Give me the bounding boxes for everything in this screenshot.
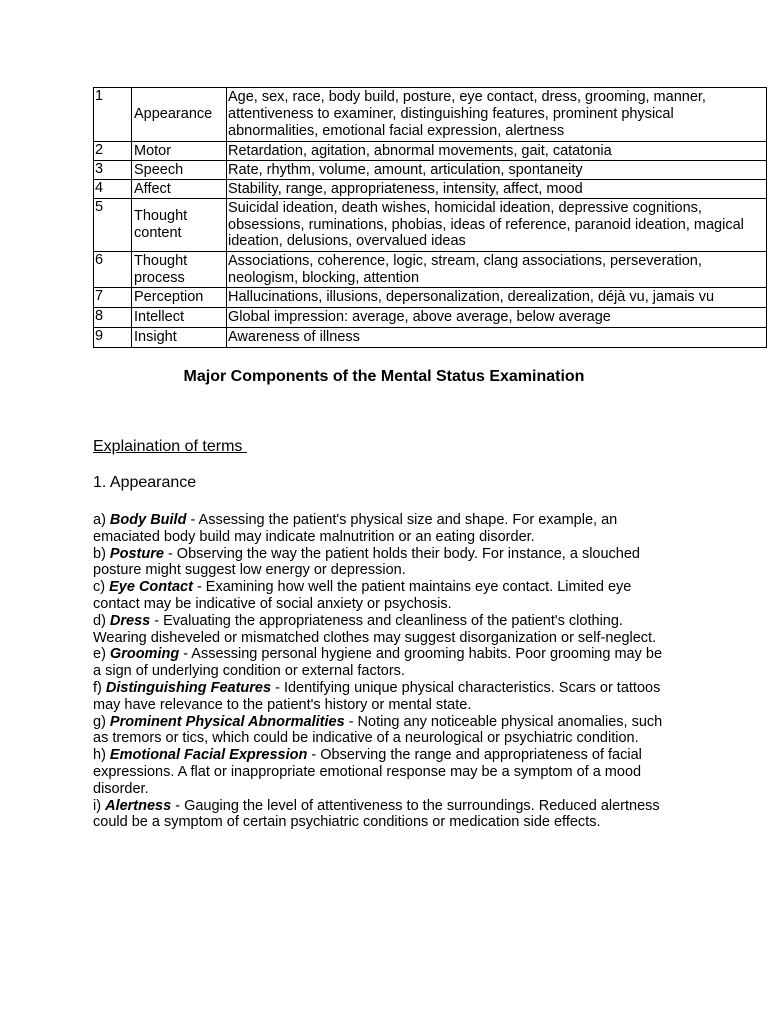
- component-details: Stability, range, appropriateness, intensity, affect, mood: [227, 180, 767, 199]
- component-details: Hallucinations, illusions, depersonalization, derealization, déjà vu, jamais vu: [227, 288, 767, 308]
- component-name: Insight: [132, 328, 227, 348]
- term-description: - Assessing personal hygiene and grooming habits. Poor grooming may be a sign of underlying condition or external factors.: [93, 646, 663, 680]
- term-prefix: g): [93, 713, 110, 730]
- row-number: 2: [94, 142, 132, 161]
- term-prefix: e): [93, 646, 110, 663]
- component-name: Appearance: [132, 88, 227, 142]
- table-row: [94, 199, 767, 252]
- component-details: Associations, coherence, logic, stream, clang associations, perseveration, neologism, blocking, attention: [227, 252, 767, 288]
- row-number: 8: [94, 308, 132, 328]
- term-entry: [93, 512, 673, 546]
- table-row: [94, 161, 767, 180]
- table-row: [94, 308, 767, 328]
- term-prefix: i): [93, 797, 106, 814]
- term-entry: [93, 646, 673, 680]
- row-number: 9: [94, 328, 132, 348]
- row-number: 6: [94, 252, 132, 288]
- term-prefix: c): [93, 579, 110, 596]
- section-heading: 1. Appearance: [93, 474, 197, 491]
- term-description: - Observing the way the patient holds their body. For instance, a slouched posture might suggest low energy or depression.: [93, 545, 641, 579]
- table-caption: Major Components of the Mental Status Examination: [183, 368, 585, 385]
- component-details: Awareness of illness: [227, 328, 767, 348]
- term-entry: [93, 546, 673, 580]
- term-prefix: d): [93, 612, 110, 629]
- component-name: Motor: [132, 142, 227, 161]
- component-details: Global impression: average, above average, below average: [227, 308, 767, 328]
- component-details: Retardation, agitation, abnormal movements, gait, catatonia: [227, 142, 767, 161]
- term-prefix: f): [93, 679, 106, 696]
- table-row: [94, 288, 767, 308]
- component-name: Affect: [132, 180, 227, 199]
- component-details: Age, sex, race, body build, posture, eye contact, dress, grooming, manner, attentiveness to examiner, distinguishing features, prominent physical abnormalities, emotional facial expression, alertness: [227, 88, 767, 142]
- term-entry: [93, 798, 673, 832]
- table-row: [94, 180, 767, 199]
- term-description: - Examining how well the patient maintains eye contact. Limited eye contact may be indicative of social anxiety or psychosis.: [93, 579, 632, 612]
- row-number: 3: [94, 161, 132, 180]
- mse-components-table: [93, 87, 767, 348]
- table-row: [94, 328, 767, 348]
- row-number: 7: [94, 288, 132, 308]
- term-name: Body Build: [109, 512, 187, 528]
- component-name: Speech: [132, 161, 227, 180]
- term-name: Alertness: [105, 797, 172, 814]
- row-number: 5: [94, 199, 132, 252]
- term-prefix: h): [93, 747, 110, 764]
- term-description: - Gauging the level of attentiveness to the surroundings. Reduced alertness could be a symptom of certain psychiatric conditions or medication side effects.: [93, 797, 660, 831]
- term-name: Posture: [109, 545, 164, 562]
- component-name: Thought process: [132, 252, 227, 288]
- table-row: [94, 252, 767, 288]
- term-entry: [93, 680, 673, 714]
- term-entry: [93, 613, 673, 647]
- table-row: [94, 88, 767, 142]
- term-description: - Assessing the patient's physical size and shape. For example, an emaciated body build may indicate malnutrition or an eating disorder.: [93, 512, 618, 545]
- table-row: [94, 142, 767, 161]
- term-name: Prominent Physical Abnormalities: [109, 713, 345, 730]
- term-description: - Evaluating the appropriateness and cleanliness of the patient's clothing. Wearing disheveled or mismatched clothes may suggest disorganization or self-neglect.: [93, 612, 657, 646]
- row-number: 1: [94, 88, 132, 142]
- term-description: - Noting any noticeable physical anomalies, such as tremors or tics, which could be indicative of a neurological or psychiatric condition.: [93, 713, 663, 747]
- terms-list: [93, 512, 673, 831]
- term-entry: [93, 747, 673, 797]
- explanation-heading: Explaination of terms: [93, 438, 247, 455]
- component-name: Thought content: [132, 199, 227, 252]
- term-name: Grooming: [109, 646, 180, 663]
- term-name: Distinguishing Features: [105, 679, 272, 696]
- component-details: Suicidal ideation, death wishes, homicidal ideation, depressive cognitions, obsessions, ruminations, phobias, ideas of reference, paranoid ideation, magical ideation, delusions, overvalued ideas: [227, 199, 767, 252]
- term-name: Dress: [109, 612, 151, 629]
- term-description: - Identifying unique physical characteristics. Scars or tattoos may have relevance to the patient's history or mental state.: [93, 679, 661, 713]
- term-prefix: a): [93, 512, 110, 528]
- term-entry: [93, 714, 673, 748]
- term-entry: [93, 579, 673, 613]
- term-prefix: b): [93, 545, 110, 562]
- term-name: Eye Contact: [109, 579, 193, 596]
- component-name: Perception: [132, 288, 227, 308]
- term-description: - Observing the range and appropriateness of facial expressions. A flat or inappropriate emotional response may be a symptom of a mood disorder.: [93, 747, 642, 797]
- component-details: Rate, rhythm, volume, amount, articulation, spontaneity: [227, 161, 767, 180]
- component-name: Intellect: [132, 308, 227, 328]
- term-name: Emotional Facial Expression: [109, 747, 308, 764]
- row-number: 4: [94, 180, 132, 199]
